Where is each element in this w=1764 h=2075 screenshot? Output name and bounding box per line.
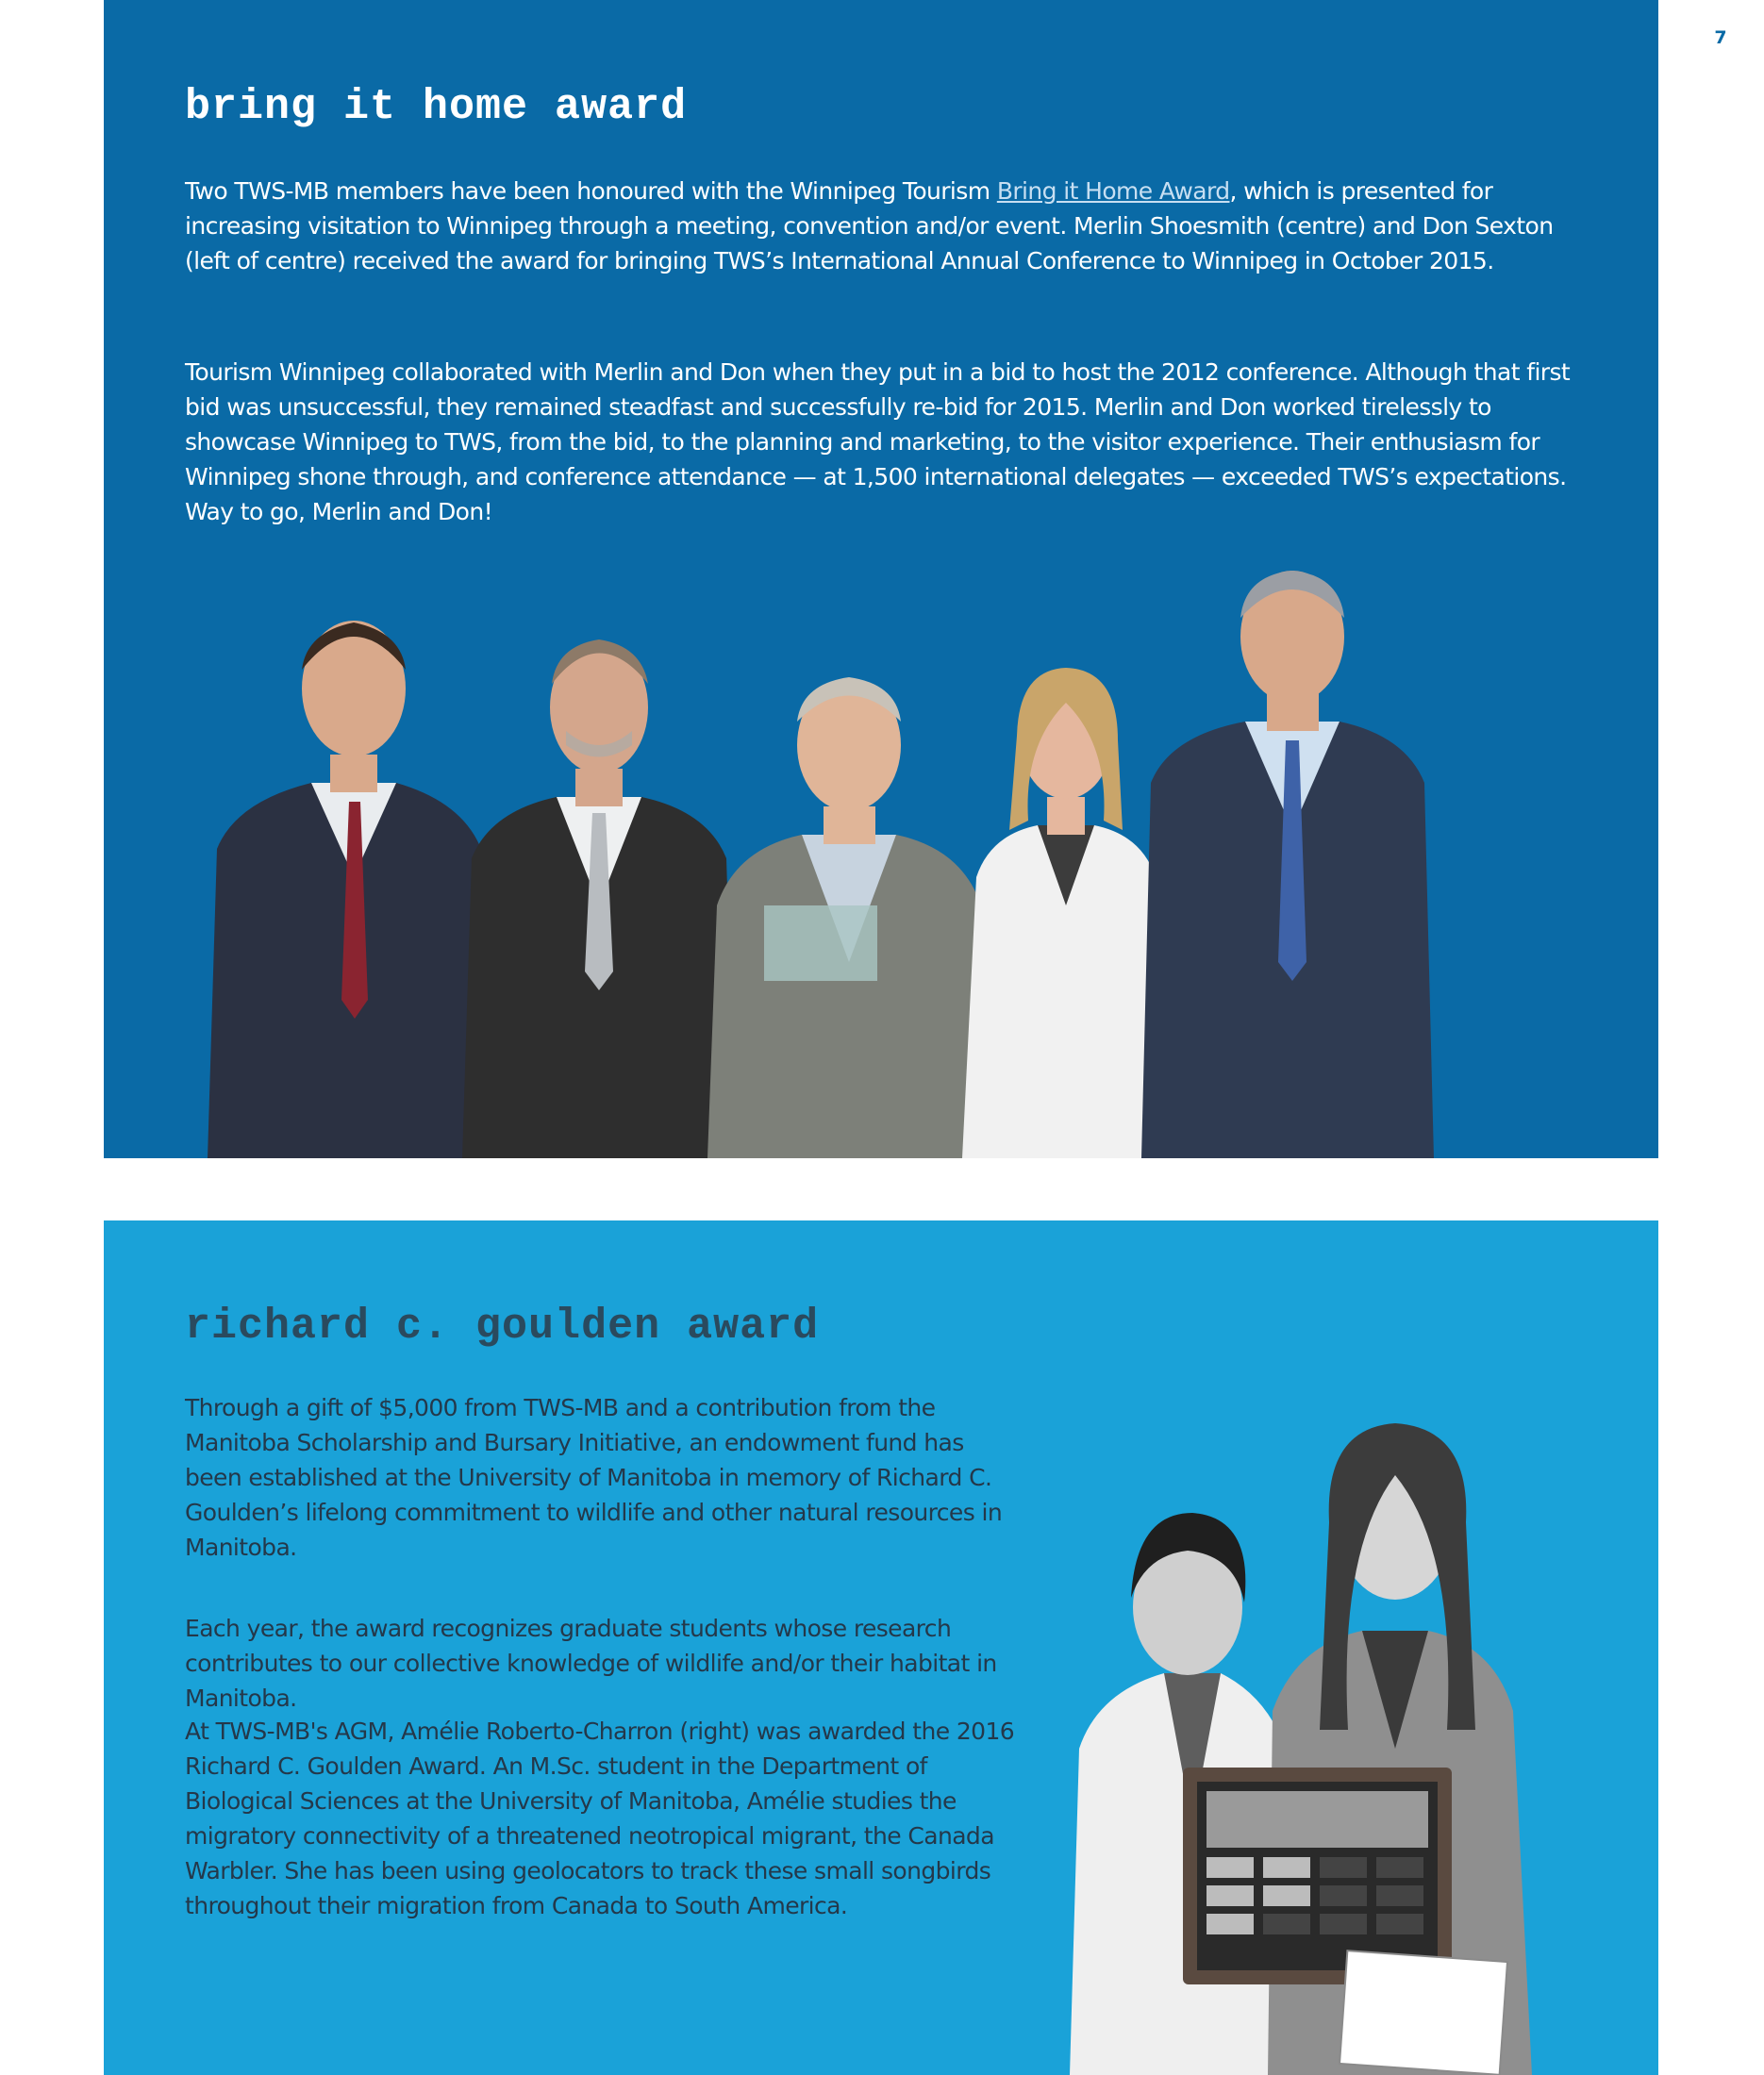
- goulden-paragraph-1: Through a gift of $5,000 from TWS-MB and a contribution from the Manitoba Scholarship and Bursary Initiative, an endowment fund has been established at the University of Manitoba in memory of Richard C. Goulden’s lifelong commitment to wildlife and other natural resources in Manitoba.: [185, 1394, 1003, 1561]
- award-certificate: [1340, 1950, 1507, 2075]
- bring-it-home-section: [104, 0, 1727, 1158]
- person-3: [707, 677, 990, 1158]
- bring-it-home-paragraph-1: [185, 174, 1600, 278]
- bring-it-home-paragraph-2: Tourism Winnipeg collaborated with Merlin and Don when they put in a bid to host the 2012 conference. Although that first bid was unsuccessful, they remained steadfast and successfully re-bid for 2015. Merlin and Don worked tirelessly to showcase Winnipeg to TWS, from the bid, to the planning and marketing, to the visitor experience. Their enthusiasm for Winnipeg shone through, and conference attendance — at 1,500 international delegates — exceeded TWS’s expectations. Way to go, Merlin and Don!: [185, 358, 1571, 525]
- goulden-award-section: [104, 1220, 1658, 2075]
- paragraph-text: , which is presented for increasing visitation to Winnipeg through a meeting, convention and/or event. Merlin Shoesmith (centre) and Don Sexton (left of centre) received the award for bringing TWS’s International Annual Conference to Winnipeg in October 2015.: [185, 177, 1554, 274]
- person-1: [208, 621, 491, 1158]
- section-title-bring-it-home: bring it home award: [185, 83, 688, 131]
- person-5: [1141, 571, 1434, 1158]
- goulden-paragraph-3: At TWS-MB's AGM, Amélie Roberto-Charron (right) was awarded the 2016 Richard C. Goulden Award. An M.Sc. student in the Department of Biological Sciences at the University of Manitoba, Amélie studies the migratory connectivity of a threatened neotropical migrant, the Canada Warbler. She has been using geolocators to track these small songbirds throughout their migration from Canada to South America.: [185, 1718, 1015, 1919]
- paragraph-text: Two TWS-MB members have been honoured with the Winnipeg Tourism: [185, 177, 997, 205]
- person-4: [962, 668, 1170, 1158]
- award-plaque: [1183, 1768, 1452, 1984]
- bring-it-home-award-link[interactable]: Bring it Home Award: [996, 177, 1230, 205]
- page-number-badge: 7: [1708, 25, 1733, 50]
- person-2: [462, 639, 736, 1158]
- glass-award-trophy: [764, 905, 877, 981]
- award-students-photo: [1032, 1334, 1658, 2075]
- award-group-photo: [179, 566, 1651, 1158]
- section-title-goulden-award: richard c. goulden award: [185, 1303, 820, 1351]
- goulden-paragraph-2: Each year, the award recognizes graduate students whose research contributes to our collective knowledge of wildlife and/or their habitat in Manitoba.: [185, 1615, 997, 1712]
